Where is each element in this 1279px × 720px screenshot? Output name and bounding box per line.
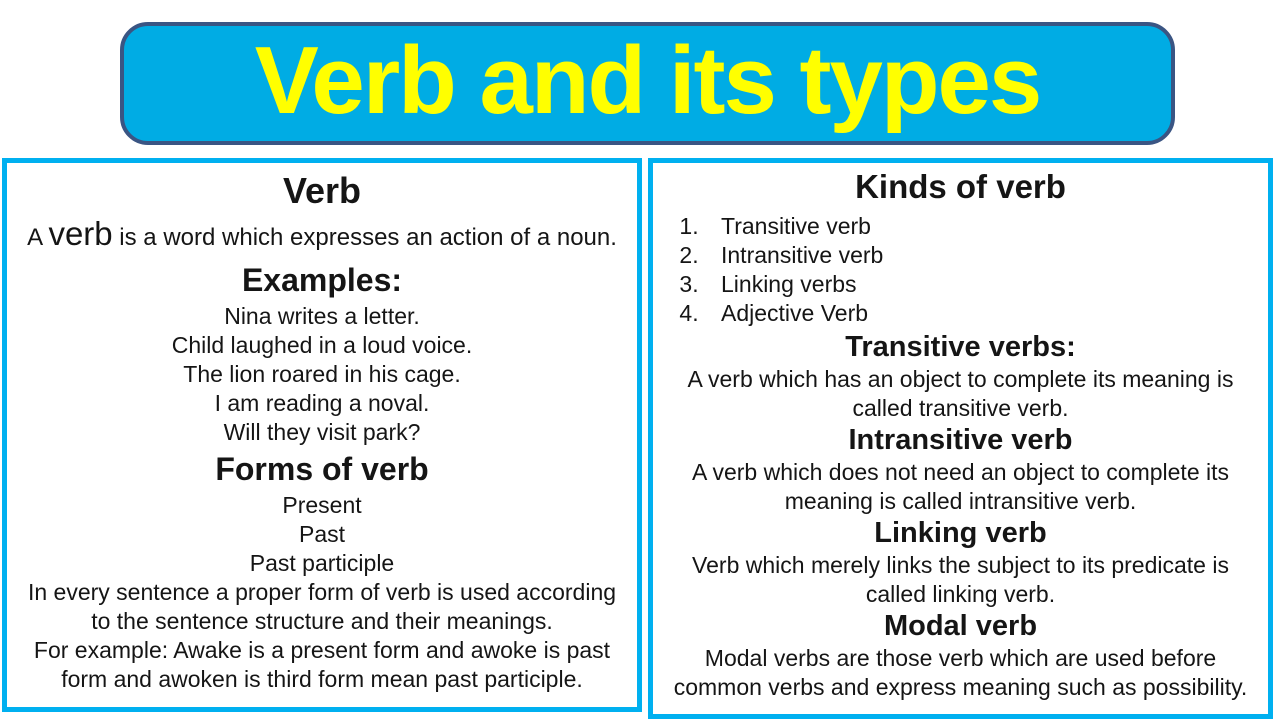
- kind-item: 2. Intransitive verb: [705, 241, 1268, 270]
- example-sentence: The lion roared in his cage.: [183, 361, 461, 387]
- kind-item: 4. Adjective Verb: [705, 299, 1268, 328]
- definition-emphasis: verb: [48, 215, 113, 252]
- verb-heading: Verb: [282, 170, 362, 211]
- definition-suffix: is a word which expresses an action of a noun.: [112, 224, 617, 251]
- modal-body: Modal verbs are those verb which are used before common verbs and express meaning such as possibility.: [673, 645, 1248, 700]
- example-sentence: I am reading a noval.: [214, 390, 430, 416]
- linking-heading: Linking verb: [874, 517, 1047, 549]
- kind-item: 3. Linking verbs: [705, 270, 1268, 299]
- examples-heading: Examples:: [241, 262, 403, 298]
- verb-form: Past participle: [249, 550, 395, 576]
- intransitive-body: A verb which does not need an object to complete its meaning is called intransitive verb.: [692, 459, 1229, 514]
- intransitive-heading: Intransitive verb: [848, 424, 1073, 456]
- forms-example: For example: Awake is a present form and awoke is past form and awoken is third form mean past participle.: [33, 637, 611, 692]
- forms-heading: Forms of verb: [215, 451, 429, 487]
- forms-note: In every sentence a proper form of verb is used according to the sentence structure and their meanings.: [27, 579, 617, 634]
- kinds-heading: Kinds of verb: [855, 168, 1066, 205]
- transitive-body: A verb which has an object to complete its meaning is called transitive verb.: [687, 366, 1234, 421]
- kinds-list: [653, 212, 1268, 328]
- transitive-heading: Transitive verbs:: [845, 331, 1076, 363]
- kinds-panel: [648, 158, 1273, 719]
- example-sentence: Will they visit park?: [223, 419, 421, 445]
- definition-prefix: A: [27, 224, 49, 251]
- verb-panel: [2, 158, 642, 712]
- example-sentence: Child laughed in a loud voice.: [171, 332, 473, 358]
- page-title: Verb and its types: [254, 26, 1041, 134]
- verb-definition: [7, 214, 637, 258]
- verb-form: Present: [282, 492, 362, 518]
- verb-form: Past: [298, 521, 346, 547]
- modal-heading: Modal verb: [883, 610, 1038, 642]
- linking-body: Verb which merely links the subject to its predicate is called linking verb.: [692, 552, 1229, 607]
- title-banner: [120, 22, 1175, 145]
- kind-item: 1. Transitive verb: [705, 212, 1268, 241]
- example-sentence: Nina writes a letter.: [224, 303, 420, 329]
